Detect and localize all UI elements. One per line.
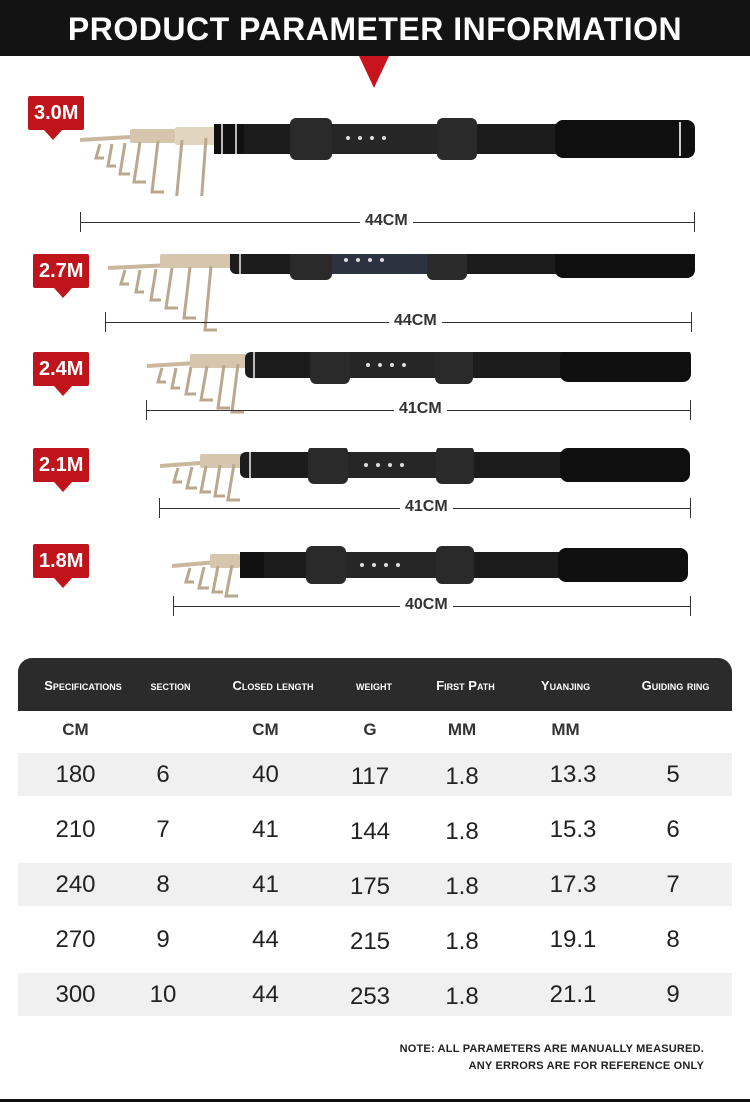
column-header: weight xyxy=(356,678,392,693)
rod-ferrule xyxy=(214,124,244,154)
dimension-cap xyxy=(690,400,691,420)
table-cell: 240 xyxy=(55,871,96,898)
table-row xyxy=(18,973,732,1016)
table-row xyxy=(18,918,732,961)
page-title: PRODUCT PARAMETER INFORMATION xyxy=(67,11,683,47)
table-cell: 6 xyxy=(666,816,680,843)
rod-image xyxy=(0,96,750,196)
unit-label: MM xyxy=(551,720,580,739)
dimension-cap xyxy=(146,400,147,420)
table-cell: 13.3 xyxy=(549,761,597,788)
column-header: Guiding ring xyxy=(641,678,710,693)
table-cell: 7 xyxy=(156,816,170,843)
table-cell: 7 xyxy=(666,871,680,898)
table-cell: 40 xyxy=(252,761,279,788)
rod-image xyxy=(0,448,750,548)
rod-length-tag: 1.8M xyxy=(33,544,89,578)
closed-length-label: 44CM xyxy=(360,212,413,230)
note-line-2: ANY ERRORS ARE FOR REFERENCE ONLY xyxy=(468,1060,704,1072)
table-cell: 1.8 xyxy=(445,928,479,955)
table-row xyxy=(18,808,732,851)
column-header: section xyxy=(150,678,191,693)
rod-row-5 xyxy=(0,544,750,644)
dimension-cap xyxy=(694,212,695,232)
table-cell: 10 xyxy=(149,981,177,1008)
table-cell: 1.8 xyxy=(445,763,479,790)
table-cell: 8 xyxy=(666,926,680,953)
table-cell: 17.3 xyxy=(549,871,597,898)
unit-label: CM xyxy=(252,720,279,739)
table-cell: 41 xyxy=(252,871,279,898)
table-cell: 210 xyxy=(55,816,96,843)
table-cell: 215 xyxy=(349,928,391,955)
rod-image xyxy=(0,352,750,452)
dimension-cap xyxy=(105,312,106,332)
table-cell: 1.8 xyxy=(445,983,479,1010)
table-cell: 15.3 xyxy=(549,816,597,843)
units-row xyxy=(18,711,732,751)
table-row xyxy=(18,863,732,906)
table-cell: 117 xyxy=(350,763,390,790)
table-cell: 6 xyxy=(156,761,170,788)
table-header xyxy=(18,658,732,711)
table-cell: 270 xyxy=(55,926,96,953)
dimension-cap xyxy=(173,596,174,616)
rod-length-tag: 2.1M xyxy=(33,448,89,482)
rod-row-4 xyxy=(0,448,750,548)
table-cell: 144 xyxy=(349,818,391,845)
table-cell: 9 xyxy=(666,981,680,1008)
rod-row-3 xyxy=(0,352,750,452)
unit-label: CM xyxy=(62,720,89,739)
rod-length-tag: 3.0M xyxy=(28,96,84,130)
table-cell: 41 xyxy=(252,816,279,843)
closed-length-label: 40CM xyxy=(400,596,453,614)
table-cell: 44 xyxy=(252,981,279,1008)
table-cell: 253 xyxy=(349,983,391,1010)
rod-handle xyxy=(555,120,695,158)
dimension-cap xyxy=(690,498,691,518)
dimension-cap xyxy=(80,212,81,232)
header-pointer-arrow xyxy=(359,56,389,88)
dimension-cap xyxy=(159,498,160,518)
table-cell: 180 xyxy=(55,761,96,788)
parameter-table xyxy=(18,658,732,1016)
rod-length-tag: 2.4M xyxy=(33,352,89,386)
table-cell: 175 xyxy=(349,873,391,900)
column-header: Yuanjing xyxy=(540,678,591,693)
rod-reel-seat-rear xyxy=(437,118,477,160)
table-row xyxy=(18,753,732,796)
rod-guides xyxy=(96,138,212,196)
rod-image xyxy=(0,254,750,354)
table-cell: 1.8 xyxy=(445,873,479,900)
column-header: First Path xyxy=(436,678,495,693)
closed-length-label: 41CM xyxy=(400,498,453,516)
dimension-cap xyxy=(690,596,691,616)
table-cell: 300 xyxy=(55,981,96,1008)
note-line-1: NOTE: ALL PARAMETERS ARE MANUALLY MEASURED. xyxy=(399,1043,704,1055)
rod-row-2 xyxy=(0,254,750,354)
table-cell: 44 xyxy=(252,926,279,953)
table-cell: 9 xyxy=(156,926,170,953)
table-cell: 8 xyxy=(156,871,170,898)
page-header xyxy=(0,0,750,56)
rod-row-1 xyxy=(0,96,750,229)
column-header: Closed length xyxy=(232,678,314,693)
rod-reel-seat-front xyxy=(290,118,332,160)
column-header: Specifications xyxy=(44,678,122,693)
closed-length-label: 41CM xyxy=(394,400,447,418)
table-cell: 19.1 xyxy=(549,926,597,953)
rod-image xyxy=(0,544,750,644)
dimension-cap xyxy=(691,312,692,332)
rod-length-tag: 2.7M xyxy=(33,254,89,288)
unit-label: MM xyxy=(447,720,477,739)
table-cell: 1.8 xyxy=(445,818,479,845)
rod-tip-sections xyxy=(80,127,216,145)
unit-label: G xyxy=(363,720,377,739)
table-cell: 5 xyxy=(666,761,680,788)
closed-length-label: 44CM xyxy=(389,312,442,330)
table-cell: 21.1 xyxy=(549,981,597,1008)
